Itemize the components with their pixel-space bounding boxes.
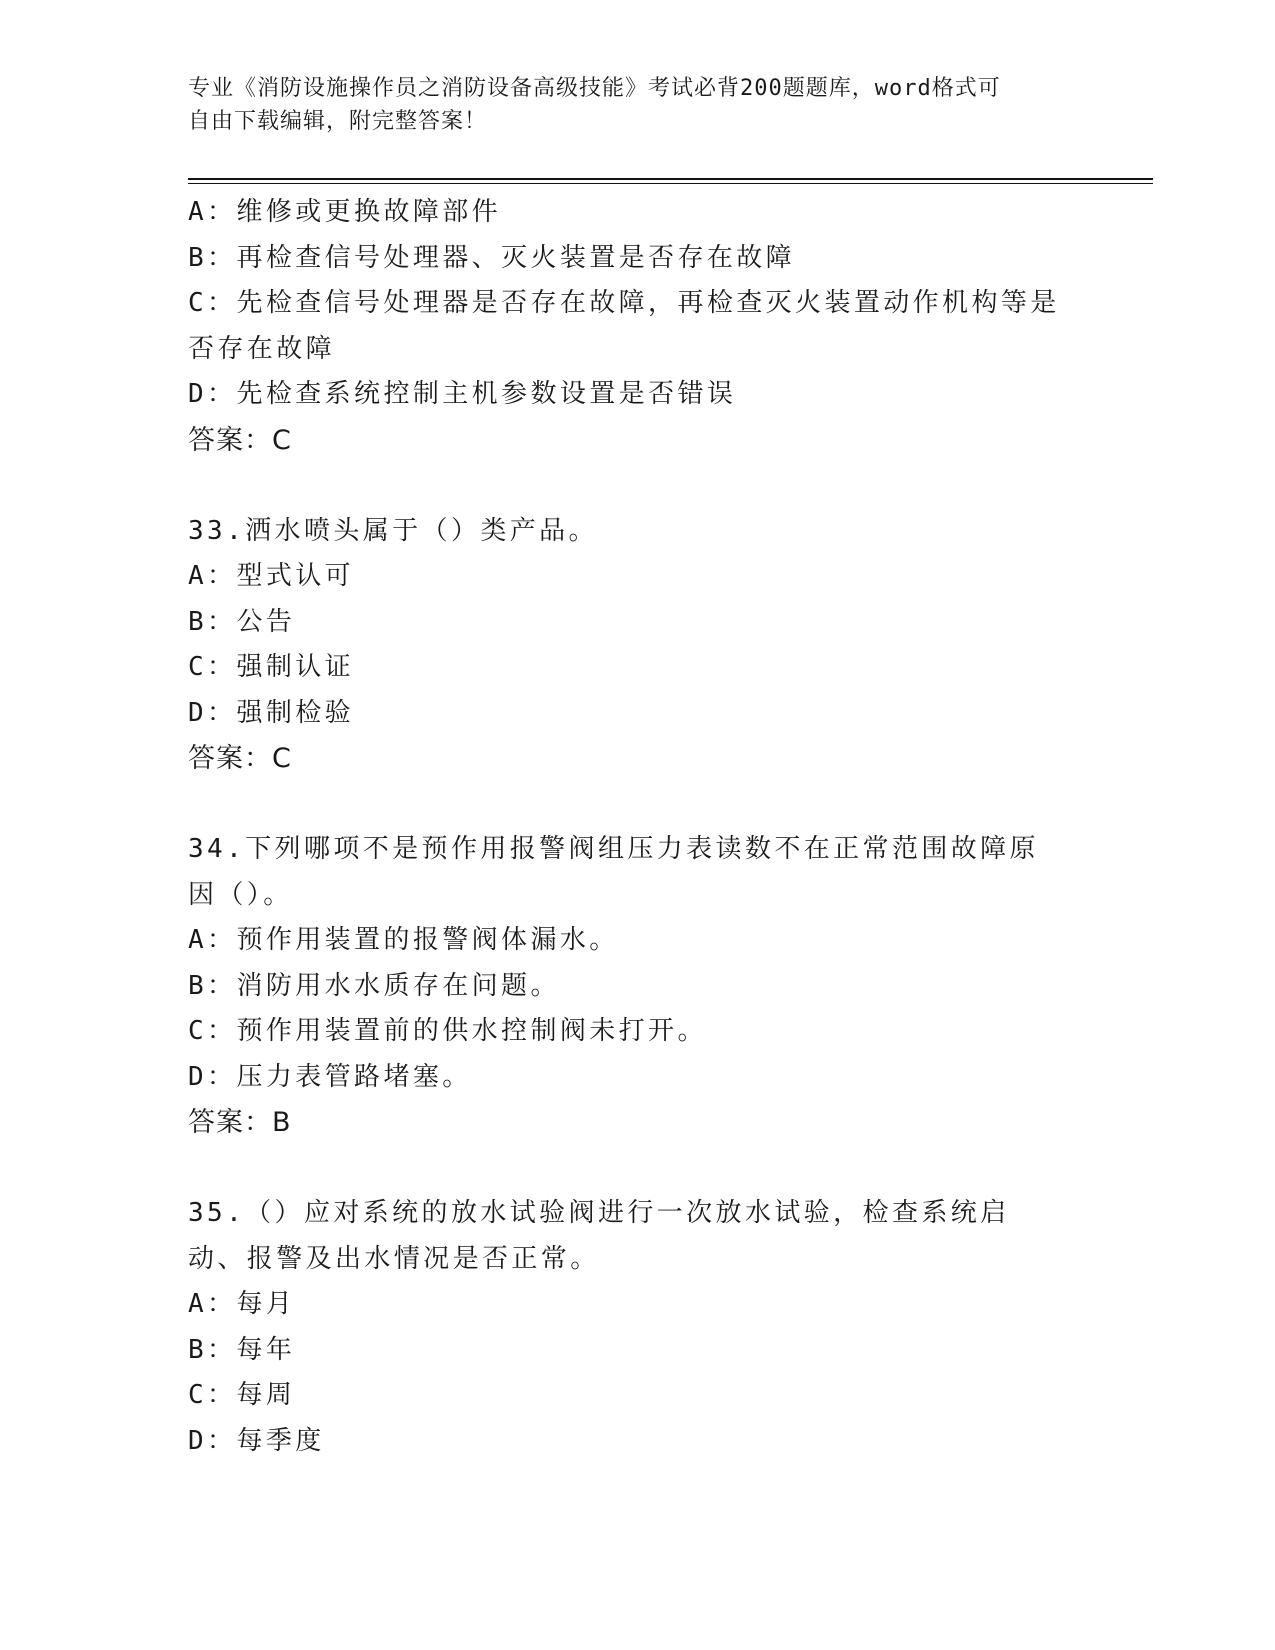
answer-line: 答案：C bbox=[188, 743, 292, 774]
spacer bbox=[188, 782, 1068, 828]
answer-line: 答案：C bbox=[188, 424, 292, 456]
option-a: A：预作用装置的报警阀体漏水。 bbox=[188, 925, 619, 955]
option-c: C：先检查信号处理器是否存在故障，再检查灭火装置动作机构等是否存在故障 bbox=[188, 288, 1060, 364]
option-c: C：预作用装置前的供水控制阀未打开。 bbox=[188, 1016, 707, 1046]
spacer bbox=[188, 1146, 1068, 1192]
question-text: 33.洒水喷头属于（）类产品。 bbox=[188, 515, 598, 546]
option-a: A：每月 bbox=[188, 1289, 296, 1319]
option-b: B：消防用水水质存在问题。 bbox=[188, 970, 560, 1001]
answer-line: 答案：B bbox=[188, 1107, 292, 1138]
option-d: D：先检查系统控制主机参数设置是否错误 bbox=[188, 379, 737, 409]
question-block-33 bbox=[188, 509, 1068, 782]
option-d: D：每季度 bbox=[188, 1425, 325, 1456]
question-content bbox=[188, 190, 1068, 1464]
question-block-34 bbox=[188, 827, 1068, 1146]
header-divider-thin bbox=[188, 183, 1153, 184]
option-b: B：每年 bbox=[188, 1334, 296, 1365]
option-d: D：压力表管路堵塞。 bbox=[188, 1061, 472, 1092]
option-d: D：强制检验 bbox=[188, 697, 355, 728]
option-a: A：型式认可 bbox=[188, 561, 355, 591]
question-text: 34.下列哪项不是预作用报警阀组压力表读数不在正常范围故障原因（）。 bbox=[188, 834, 1039, 910]
question-text: 35.（）应对系统的放水试验阀进行一次放水试验，检查系统启动、报警及出水情况是否正常。 bbox=[188, 1198, 1010, 1274]
option-a: A：维修或更换故障部件 bbox=[188, 197, 502, 227]
option-b: B：再检查信号处理器、灭火装置是否存在故障 bbox=[188, 242, 796, 273]
option-c: C：强制认证 bbox=[188, 652, 355, 682]
question-block-32 bbox=[188, 190, 1068, 463]
option-c: C：每周 bbox=[188, 1380, 296, 1410]
question-block-35 bbox=[188, 1191, 1068, 1464]
header-line-2: 自由下载编辑，附完整答案！ bbox=[188, 109, 488, 134]
header-divider-thick bbox=[188, 178, 1153, 180]
spacer bbox=[188, 463, 1068, 509]
document-header bbox=[188, 72, 1088, 138]
header-line-1: 专业《消防设施操作员之消防设备高级技能》考试必背200题题库，word格式可 bbox=[188, 76, 1001, 101]
option-b: B：公告 bbox=[188, 606, 296, 637]
